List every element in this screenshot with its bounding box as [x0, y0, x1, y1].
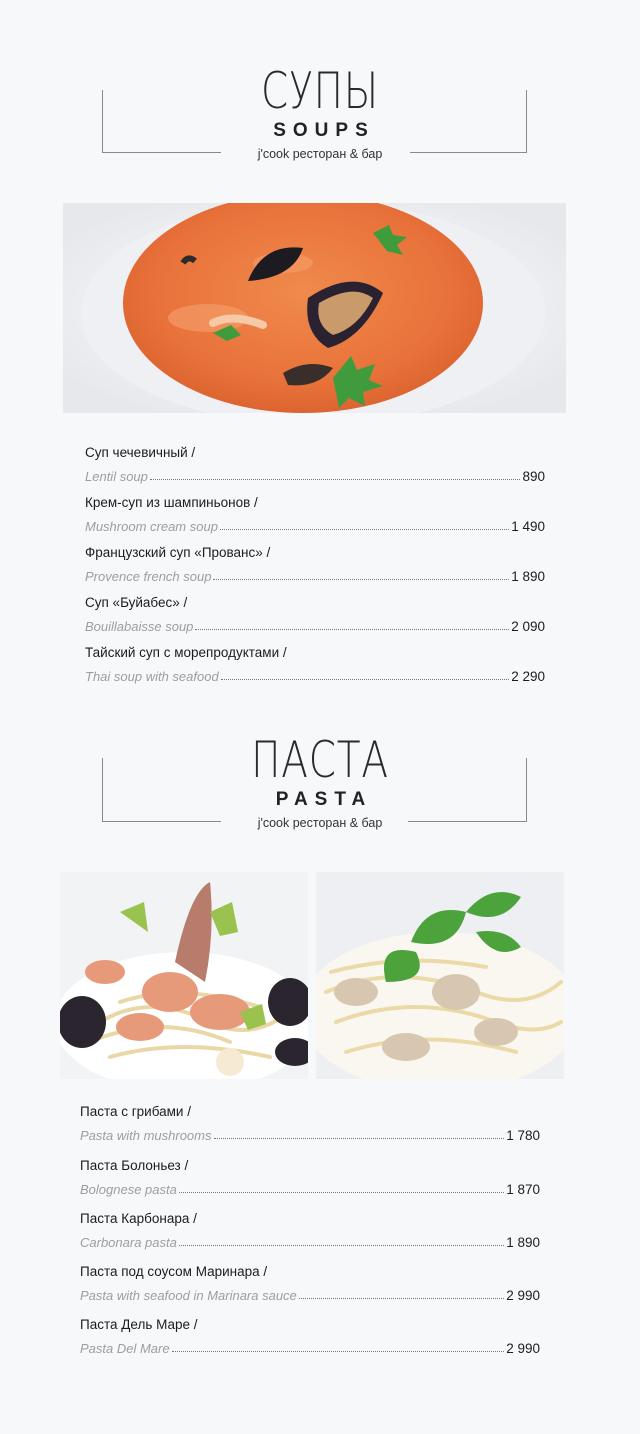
pasta-price: 1 780: [506, 1128, 540, 1143]
soups-subtitle: j'cook ресторан & бар: [257, 147, 383, 161]
pasta-seafood-photo: [60, 872, 308, 1079]
soup-name-ru: Французский суп «Прованс» /: [85, 545, 271, 560]
soup-price: 1 490: [511, 519, 545, 534]
soups-title-ru: СУПЫ: [261, 62, 379, 120]
pasta-frame-left: [102, 758, 221, 822]
pasta-mushroom-photo: [316, 872, 564, 1079]
soup-name-ru: Тайский суп с морепродуктами /: [85, 645, 287, 660]
dot-leader: [221, 679, 510, 680]
soup-price: 1 890: [511, 569, 545, 584]
dot-leader: [220, 529, 509, 530]
pasta-name-en: Bolognese pasta: [80, 1182, 177, 1197]
dot-leader: [179, 1245, 504, 1246]
soup-name-en: Mushroom cream soup: [85, 519, 218, 534]
pasta-title-en: PASTA: [275, 789, 373, 810]
pasta-name-ru: Паста Дель Маре /: [80, 1317, 198, 1332]
soup-name-en: Bouillabaisse soup: [85, 619, 194, 634]
pasta-name-ru: Паста с грибами /: [80, 1104, 191, 1119]
dot-leader: [172, 1351, 505, 1352]
pasta-name-en: Pasta with mushrooms: [80, 1128, 212, 1143]
dot-leader: [195, 629, 509, 630]
soup-price: 2 290: [511, 669, 545, 684]
soup-name-en: Lentil soup: [85, 469, 148, 484]
soup-name-ru: Крем-суп из шампиньонов /: [85, 495, 258, 510]
pasta-header: [0, 731, 640, 841]
pasta-price: 2 990: [506, 1341, 540, 1356]
dot-leader: [213, 579, 509, 580]
pasta-price: 1 890: [506, 1235, 540, 1250]
soup-price: 890: [522, 469, 545, 484]
pasta-name-ru: Паста под соусом Маринара /: [80, 1264, 268, 1279]
dot-leader: [299, 1298, 504, 1299]
pasta-subtitle: j'cook ресторан & бар: [257, 816, 383, 830]
pasta-name-ru: Паста Болоньез /: [80, 1158, 189, 1173]
soups-title-en: SOUPS: [273, 120, 375, 141]
pasta-name-en: Carbonara pasta: [80, 1235, 177, 1250]
pasta-title-ru: ПАСТА: [251, 731, 389, 789]
dot-leader: [150, 479, 521, 480]
soup-name-ru: Суп «Буйабес» /: [85, 595, 188, 610]
pasta-price: 2 990: [506, 1288, 540, 1303]
soup-name-en: Provence french soup: [85, 569, 212, 584]
pasta-name-ru: Паста Карбонара /: [80, 1211, 197, 1226]
pasta-frame-right: [408, 758, 527, 822]
soups-frame-right: [410, 90, 527, 153]
pasta-name-en: Pasta with seafood in Marinara sauce: [80, 1288, 297, 1303]
dot-leader: [179, 1192, 504, 1193]
soup-name-en: Thai soup with seafood: [85, 669, 219, 684]
dot-leader: [214, 1138, 505, 1139]
soups-frame-left: [102, 90, 221, 153]
soup-name-ru: Суп чечевичный /: [85, 445, 196, 460]
pasta-name-en: Pasta Del Mare: [80, 1341, 170, 1356]
soup-photo: [63, 203, 566, 413]
soup-price: 2 090: [511, 619, 545, 634]
pasta-price: 1 870: [506, 1182, 540, 1197]
soups-header: [0, 62, 640, 172]
